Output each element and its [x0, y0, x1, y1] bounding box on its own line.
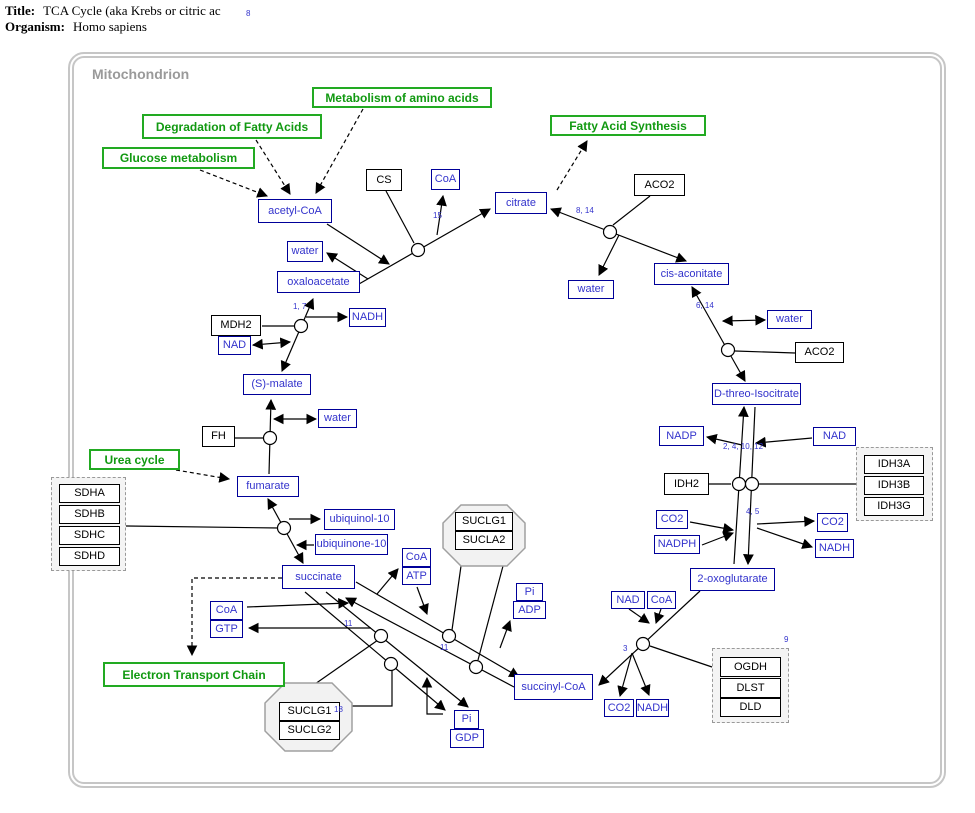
catalysis-anchor-0 — [412, 244, 425, 257]
catalysis-anchor-1 — [604, 226, 617, 239]
catalysis-anchor-8 — [278, 522, 291, 535]
catalysis-anchor-12 — [385, 658, 398, 671]
edge-19 — [702, 533, 733, 545]
reaction-number-label: 4, 5 — [746, 507, 760, 516]
metabolite-co2-idh-left[interactable]: CO2 — [656, 510, 688, 529]
gene-idh3a[interactable]: IDH3A — [864, 455, 924, 474]
reaction-number-label: 11 — [440, 643, 449, 652]
edge-10 — [735, 351, 795, 353]
catalysis-anchor-10 — [470, 661, 483, 674]
gene-ogdh[interactable]: OGDH — [720, 657, 781, 677]
gene-cs[interactable]: CS — [366, 169, 402, 191]
edge-27 — [632, 653, 649, 695]
edge-56 — [256, 140, 290, 194]
edge-8 — [557, 141, 587, 190]
reaction-number-label: 1, 7 — [293, 302, 307, 311]
edge-55 — [200, 170, 267, 196]
gene-suclg1-b[interactable]: SUCLG1 — [279, 702, 340, 721]
metabolite-ubiquinone-10[interactable]: ubiquinone-10 — [315, 534, 388, 555]
organism-value: Homo sapiens — [72, 19, 147, 34]
edge-47 — [176, 470, 229, 479]
edge-21 — [757, 528, 812, 547]
reaction-number-label: 8, 14 — [576, 206, 594, 215]
gene-mdh2[interactable]: MDH2 — [211, 315, 261, 336]
title-value: TCA Cycle (aka Krebs or citric ac — [43, 3, 221, 18]
organism-label: Organism: — [5, 19, 65, 34]
metabolite-ubiquinol-10[interactable]: ubiquinol-10 — [324, 509, 395, 530]
edge-24 — [629, 609, 649, 623]
catalysis-anchor-6 — [295, 320, 308, 333]
edge-36 — [247, 603, 348, 607]
metabolite-atp[interactable]: ATP — [402, 567, 431, 585]
gene-fh[interactable]: FH — [202, 426, 235, 447]
edge-34 — [315, 640, 378, 684]
gene-sdhd[interactable]: SDHD — [59, 547, 120, 566]
edge-40 — [500, 621, 510, 648]
edge-1 — [327, 224, 389, 264]
metabolite-nadh-idh[interactable]: NADH — [815, 539, 854, 558]
pathway-glucose-metabolism[interactable]: Glucose metabolism — [102, 147, 255, 169]
metabolite-nad-mdh[interactable]: NAD — [218, 336, 251, 355]
title-label: Title: — [5, 3, 36, 18]
metabolite-coa-ogdh[interactable]: CoA — [647, 591, 676, 609]
edge-11 — [723, 320, 765, 321]
metabolite-co2-ogdh[interactable]: CO2 — [604, 699, 634, 717]
edge-57 — [316, 109, 363, 193]
metabolite-succinate[interactable]: succinate — [282, 565, 355, 589]
metabolite-cis-aconitate[interactable]: cis-aconitate — [654, 263, 729, 285]
edge-44 — [126, 526, 279, 528]
edge-39 — [377, 569, 398, 594]
metabolite-succinyl-coa[interactable]: succinyl-CoA — [514, 674, 593, 700]
mitochondrion-label: Mitochondrion — [92, 66, 190, 82]
gene-idh2[interactable]: IDH2 — [664, 473, 709, 495]
metabolite-citrate[interactable]: citrate — [495, 192, 547, 214]
pathway-urea-cycle[interactable]: Urea cycle — [89, 449, 180, 470]
metabolite-nadh-mdh[interactable]: NADH — [349, 308, 386, 327]
pathway-metabolism-amino-acids[interactable]: Metabolism of amino acids — [312, 87, 492, 108]
edge-15 — [756, 438, 812, 443]
gene-sdha[interactable]: SDHA — [59, 484, 120, 503]
catalysis-anchor-2 — [722, 344, 735, 357]
gene-dld[interactable]: DLD — [720, 698, 781, 717]
edge-25 — [656, 609, 661, 623]
gene-sucla2[interactable]: SUCLA2 — [455, 531, 513, 550]
metabolite-gtp[interactable]: GTP — [210, 620, 243, 638]
metabolite-co2-idh-right[interactable]: CO2 — [817, 513, 848, 532]
reaction-number-label: 6, 14 — [696, 301, 714, 310]
metabolite-fumarate[interactable]: fumarate — [237, 476, 299, 497]
metabolite-coa-cs[interactable]: CoA — [431, 169, 460, 190]
catalysis-anchor-9 — [443, 630, 456, 643]
edge-54 — [253, 342, 290, 345]
metabolite-water-oaa[interactable]: water — [287, 241, 323, 262]
reaction-number-label: 9 — [784, 635, 789, 644]
gene-idh3b[interactable]: IDH3B — [864, 476, 924, 495]
edge-6 — [613, 196, 650, 225]
edge-23 — [650, 646, 712, 667]
reaction-number-label: 15 — [433, 211, 442, 220]
metabolite-water-aco2-upper[interactable]: water — [568, 280, 614, 299]
edge-35 — [352, 671, 392, 706]
gene-sdhb[interactable]: SDHB — [59, 505, 120, 524]
gene-idh3g[interactable]: IDH3G — [864, 497, 924, 516]
catalysis-anchor-4 — [746, 478, 759, 491]
metabolite-pi-gdp[interactable]: Pi — [454, 710, 479, 729]
metabolite-2-oxoglutarate[interactable]: 2-oxoglutarate — [690, 568, 775, 591]
edge-29 — [346, 598, 514, 687]
metabolite-adp[interactable]: ADP — [513, 601, 546, 619]
metabolite-nadh-ogdh[interactable]: NADH — [636, 699, 669, 717]
edge-32 — [452, 566, 461, 630]
metabolite-water-aco2-lower[interactable]: water — [767, 310, 812, 329]
reaction-number-label: 2, 4, 10, 12 — [723, 442, 764, 451]
reaction-number-label: 11 — [344, 619, 353, 628]
metabolite-acetyl-coa[interactable]: acetyl-CoA — [258, 199, 332, 223]
catalysis-anchor-11 — [375, 630, 388, 643]
gene-aco2-lower[interactable]: ACO2 — [795, 342, 844, 363]
edge-3 — [386, 191, 414, 243]
metabolite-nadp[interactable]: NADP — [659, 426, 704, 446]
edge-38 — [417, 587, 427, 614]
edge-18 — [690, 522, 733, 530]
metabolite-coa-atp[interactable]: CoA — [402, 548, 431, 567]
pathway-electron-transport-chain[interactable]: Electron Transport Chain — [103, 662, 285, 687]
reaction-number-label: 18 — [334, 705, 343, 714]
metabolite-nad-idh[interactable]: NAD — [813, 427, 856, 446]
edge-20 — [757, 521, 814, 524]
edge-33 — [478, 566, 503, 660]
metabolite-s-malate[interactable]: (S)-malate — [243, 374, 311, 395]
gene-aco2-upper[interactable]: ACO2 — [634, 174, 685, 196]
edge-41 — [427, 678, 443, 714]
stray-reaction-number: 8 — [246, 9, 251, 18]
gene-dlst[interactable]: DLST — [720, 678, 781, 698]
catalysis-anchor-7 — [264, 432, 277, 445]
metabolite-water-fh[interactable]: water — [318, 409, 357, 428]
metabolite-pi-adp[interactable]: Pi — [516, 583, 543, 601]
pathway-fatty-acid-synthesis[interactable]: Fatty Acid Synthesis — [550, 115, 706, 136]
metabolite-nad-ogdh[interactable]: NAD — [611, 591, 645, 609]
gene-sdhc[interactable]: SDHC — [59, 526, 120, 545]
metabolite-nadph[interactable]: NADPH — [654, 535, 700, 554]
reaction-number-label: 3 — [623, 644, 628, 653]
gene-suclg1-a[interactable]: SUCLG1 — [455, 512, 513, 531]
metabolite-gdp[interactable]: GDP — [450, 729, 484, 748]
catalysis-anchor-3 — [733, 478, 746, 491]
metabolite-d-threo-isocitrate[interactable]: D-threo-Isocitrate — [712, 383, 801, 405]
metabolite-oxaloacetate[interactable]: oxaloacetate — [277, 271, 360, 293]
metabolite-coa-gtp[interactable]: CoA — [210, 601, 243, 620]
edge-7 — [599, 235, 619, 275]
gene-suclg2[interactable]: SUCLG2 — [279, 721, 340, 740]
pathway-degradation-fatty-acids[interactable]: Degradation of Fatty Acids — [142, 114, 322, 139]
catalysis-anchor-5 — [637, 638, 650, 651]
